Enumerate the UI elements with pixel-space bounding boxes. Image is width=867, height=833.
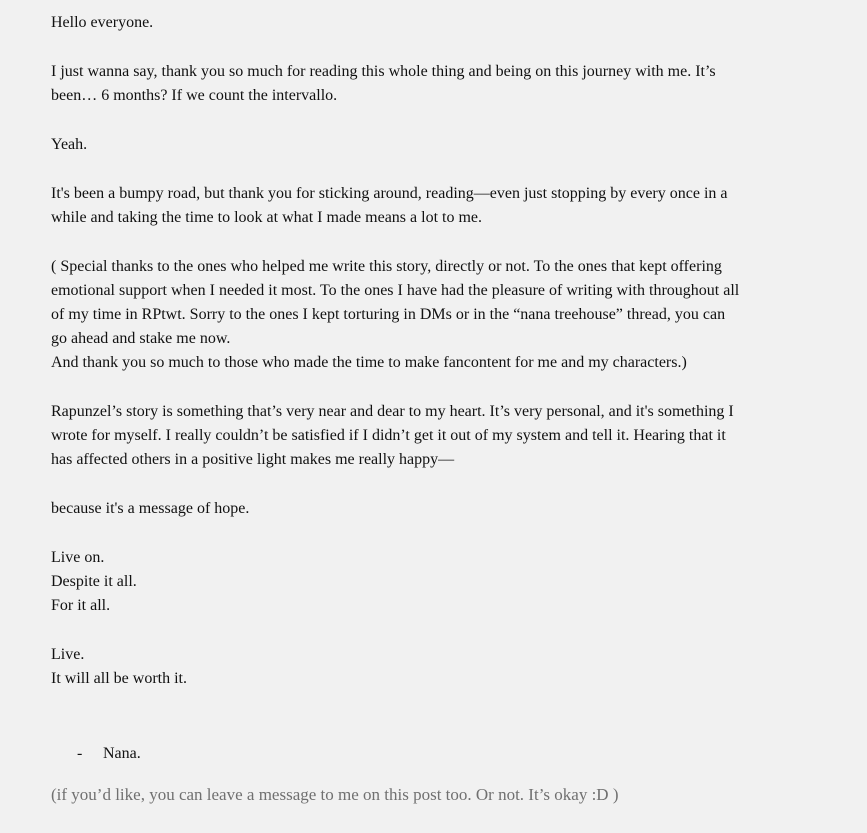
live-paragraph: [51, 643, 837, 691]
live-on-paragraph: [51, 546, 837, 618]
signature-dash: -: [77, 745, 83, 762]
special-thanks-line: And thank you so much to those who made the time to make fancontent for me and my characters.): [51, 354, 687, 371]
special-thanks-line: of my time in RPtwt. Sorry to the ones I kept torturing in DMs or in the “nana treehouse” thread, you can: [51, 306, 726, 323]
yeah-text: Yeah.: [51, 136, 88, 153]
special-thanks-line: go ahead and stake me now.: [51, 330, 231, 347]
signature-name: Nana.: [103, 745, 141, 762]
story-paragraph: [51, 400, 837, 472]
closing-note: [51, 783, 837, 807]
bumpy-road-paragraph: [51, 182, 837, 230]
live-on-line: Despite it all.: [51, 573, 137, 590]
greeting-paragraph: [51, 0, 837, 35]
thanks-paragraph: [51, 60, 837, 108]
live-line: It will all be worth it.: [51, 670, 187, 687]
story-line: Rapunzel’s story is something that’s very near and dear to my heart. It’s very personal, and it's something I: [51, 403, 734, 420]
special-thanks-line: emotional support when I needed it most. To the ones I have had the pleasure of writing with throughout all: [51, 282, 740, 299]
closing-note-text: (if you’d like, you can leave a message to me on this post too. Or not. It’s okay :D ): [51, 785, 619, 804]
special-thanks-line: ( Special thanks to the ones who helped me write this story, directly or not. To the ones that kept offering: [51, 258, 722, 275]
live-on-line: Live on.: [51, 549, 105, 566]
special-thanks-paragraph: [51, 255, 837, 375]
signature: [51, 742, 837, 766]
bumpy-road-line: while and taking the time to look at what I made means a lot to me.: [51, 209, 482, 226]
greeting-text: Hello everyone.: [51, 14, 154, 31]
hope-paragraph: [51, 497, 837, 521]
yeah-paragraph: [51, 133, 837, 157]
story-line: has affected others in a positive light makes me really happy—: [51, 451, 455, 468]
thanks-line: been… 6 months? If we count the intervallo.: [51, 87, 338, 104]
hope-text: because it's a message of hope.: [51, 500, 250, 517]
bumpy-road-line: It's been a bumpy road, but thank you for sticking around, reading—even just stopping by every once in a: [51, 185, 728, 202]
story-line: wrote for myself. I really couldn’t be satisfied if I didn’t get it out of my system and tell it. Hearing that it: [51, 427, 726, 444]
thanks-line: I just wanna say, thank you so much for reading this whole thing and being on this journey with me. It’s: [51, 63, 716, 80]
live-line: Live.: [51, 646, 85, 663]
live-on-line: For it all.: [51, 597, 111, 614]
